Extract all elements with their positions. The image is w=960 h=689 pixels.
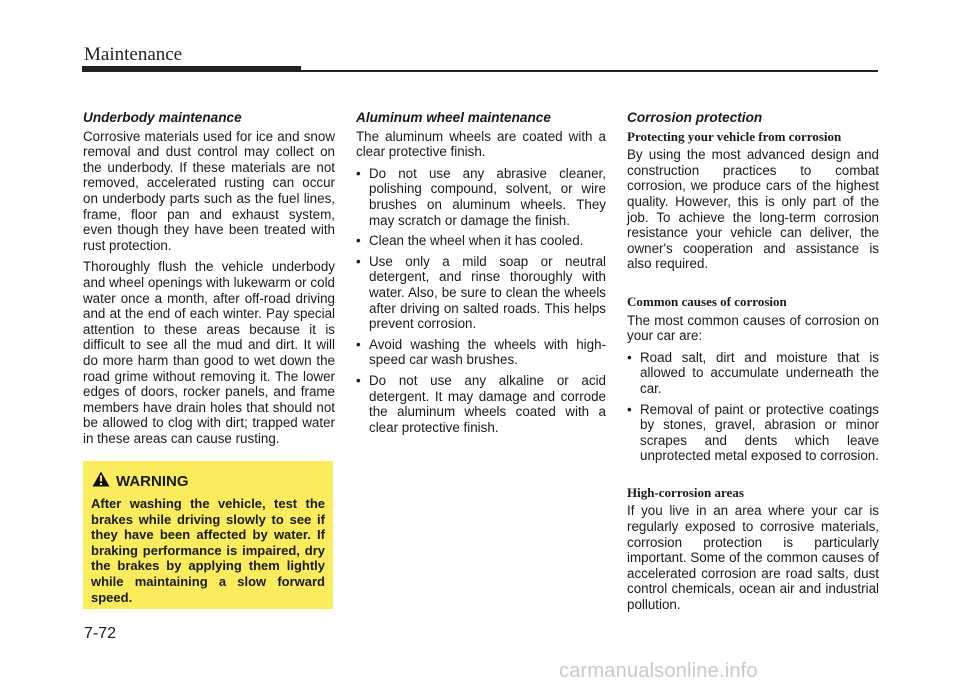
causes-intro: The most common causes of corrosion on your car are: xyxy=(627,312,879,344)
list-item: • Do not use any alkaline or acid detergent. It may damage and corrode the aluminum wheels coated with a clear protective finish. xyxy=(356,372,606,435)
header-rule-thin xyxy=(301,70,878,72)
warning-box xyxy=(83,461,333,609)
list-item: • Avoid washing the wheels with high-speed car wash brushes. xyxy=(356,336,606,368)
protecting-text: By using the most advanced design and construction practices to combat corrosion, we produce cars of the highest quality. However, this is only part of the job. To achieve the long-term corrosion resistance your vehicle can deliver, the owner's cooperation and assistance is also required. xyxy=(627,147,879,272)
warning-header xyxy=(91,471,325,492)
warning-text: After washing the vehicle, test the brakes while driving slowly to see if they have been affected by water. If braking performance is impaired, dry the brakes by applying them lightly while maintaining a slow forward speed. xyxy=(91,496,325,605)
column-corrosion xyxy=(627,110,879,619)
underbody-heading: Underbody maintenance xyxy=(83,110,242,125)
list-item: • Road salt, dirt and moisture that is allowed to accumulate underneath the car. xyxy=(627,349,879,396)
causes-subheading: Common causes of corrosion xyxy=(627,293,787,309)
page-header-title: Maintenance xyxy=(84,44,183,65)
watermark: carmanualsonline.info xyxy=(559,660,758,682)
high-corrosion-subheading: High-corrosion areas xyxy=(627,484,744,500)
aluminum-heading: Aluminum wheel maintenance xyxy=(356,110,551,125)
column-aluminum xyxy=(356,110,606,440)
list-item: • Removal of paint or protective coatings by stones, gravel, abrasion or minor scrapes and dents which leave unprotected metal exposed to corrosion. xyxy=(627,401,879,464)
page-number: 7-72 xyxy=(84,625,117,642)
warning-title: WARNING xyxy=(116,473,189,490)
list-item: • Do not use any abrasive cleaner, polishing compound, solvent, or wire brushes on aluminum wheels. They may scratch or damage the finish. xyxy=(356,165,606,228)
high-corrosion-text: If you live in an area where your car is regularly exposed to corrosive materials, corrosion protection is particularly important. Some of the common causes of accelerated corrosion are road salts, dust control chemicals, ocean air and industrial pollution. xyxy=(627,503,879,613)
underbody-paragraph-1: Corrosive materials used for ice and snow removal and dust control may collect on the underbody. If these materials are not removed, accelerated rusting can occur on underbody parts such as the fuel lines, frame, floor pan and exhaust system, even though they have been treated with rust protection. xyxy=(83,128,335,253)
aluminum-bullet-list xyxy=(356,166,606,436)
corrosion-heading: Corrosion protection xyxy=(627,110,763,125)
column-underbody xyxy=(83,110,335,452)
header-rule-thick xyxy=(82,66,301,72)
warning-triangle-icon xyxy=(92,471,110,492)
underbody-paragraph-2: Thoroughly flush the vehicle underbody and wheel openings with lukewarm or cold water once a month, after off-road driving and at the end of each winter. Pay special attention to these areas because it is difficult to see all the mud and dirt. It will do more harm than good to wet down the road grime without removing it. The lower edges of doors, rocker panels, and frame members have drain holes that should not be allowed to clog with dirt; trapped water in these areas can cause rusting. xyxy=(83,259,335,446)
list-item: • Clean the wheel when it has cooled. xyxy=(356,233,584,249)
aluminum-intro: The aluminum wheels are coated with a clear protective finish. xyxy=(356,128,606,160)
protecting-subheading: Protecting your vehicle from corrosion xyxy=(627,128,842,144)
causes-bullet-list xyxy=(627,350,879,464)
list-item: • Use only a mild soap or neutral detergent, and rinse thoroughly with water. Also, be sure to clean the wheels after driving on salted roads. This helps prevent corrosion. xyxy=(356,253,606,332)
